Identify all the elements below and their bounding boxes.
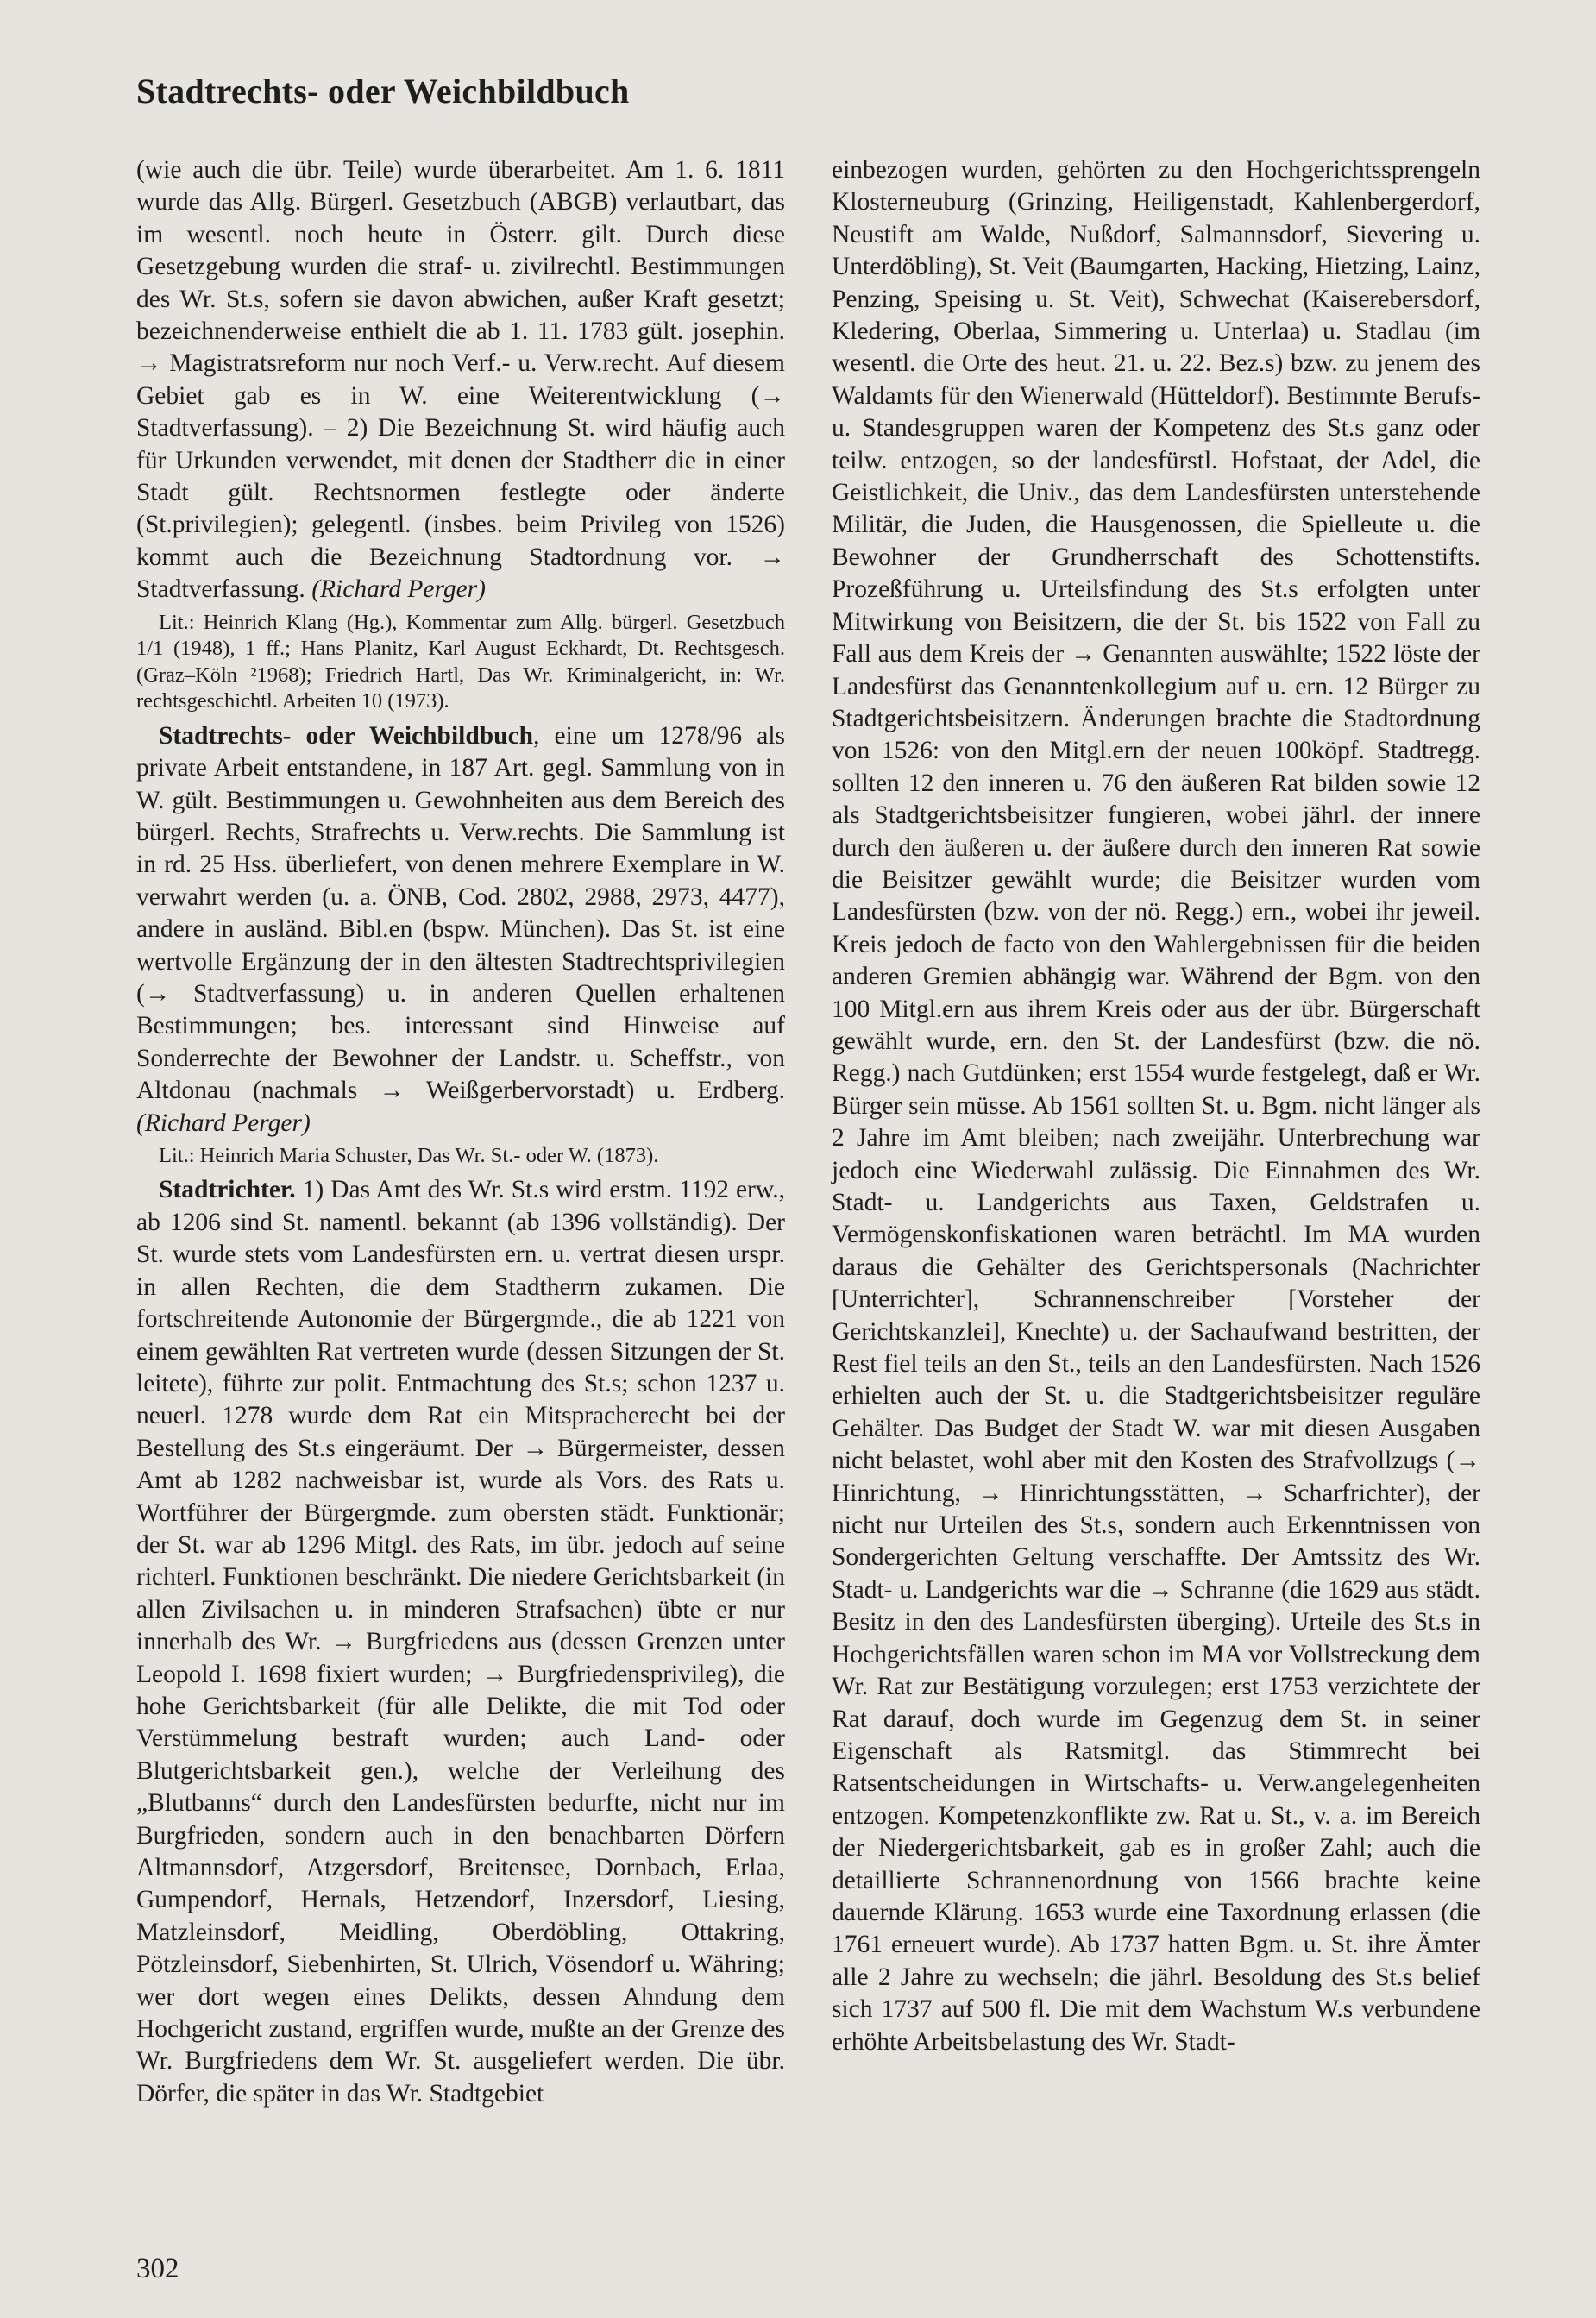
literature-note: Lit.: Heinrich Maria Schuster, Das Wr. St.- oder W. (1873). [159, 1143, 659, 1167]
entry-stadtrichter [136, 1174, 785, 2110]
entry-lemma: Stadtrichter. [159, 1176, 296, 1204]
page-number: 302 [136, 2253, 179, 2284]
right-column [832, 154, 1480, 2058]
literature-note: Lit.: Heinrich Klang (Hg.), Kommentar zum Allg. bürgerl. Gesetzbuch 1/1 (1948), 1 ff.; Hans Planitz, Karl August Eckhardt, Dt. Rechtsgesch. (Graz–Köln ²1968); Friedrich Hartl, Das Wr. Kriminalgericht, in: Wr. rechtsgeschichtl. Arbeiten 10 (1973). [136, 610, 785, 713]
entry-stadtrechtsbuch [136, 720, 785, 1140]
entry-text: 1) Das Amt des Wr. St.s wird erstm. 1192 erw., ab 1206 sind St. namentl. bekannt (ab 1396 vollständig). Der St. wurde stets vom Landesfürsten ern. u. vertrat diesen urspr. in allen Rechten, die dem Stadtherrn zukamen. Die fortschreitende Autonomie der Bürgergmde., die ab 1221 von einem gewählten Rat vertreten wurde (dessen Sitzungen der St. leitete), führte zur polit. Entmachtung des St.s; schon 1237 u. neuerl. 1278 wurde dem Rat ein Mitspracherecht bei der Bestellung des St.s eingeräumt. Der → Bürgermeister, dessen Amt ab 1282 nachweisbar ist, wurde als Vors. des Rats u. Wortführer der Bürgergmde. zum obersten städt. Funktionär; der St. war ab 1296 Mitgl. des Rats, im übr. jedoch auf seine richterl. Funktionen beschränkt. Die niedere Gerichtsbarkeit (in allen Zivilsachen u. in minderen Strafsachen) übte er nur innerhalb des Wr. → Burgfriedens aus (dessen Grenzen unter Leopold I. 1698 fixiert wurden; → Burgfriedensprivileg), die hohe Gerichtsbarkeit (für alle Delikte, die mit Tod oder Verstümmelung bestraft wurden; auch Land- oder Blutgerichtsbarkeit gen.), welche der Verleihung des „Blutbanns“ durch den Landesfürsten bedurfte, nicht nur im Burgfrieden, sondern auch in den benachbarten Dörfern Altmannsdorf, Atzgersdorf, Breitensee, Dornbach, Erlaa, Gumpendorf, Hernals, Hetzendorf, Inzersdorf, Liesing, Matzleinsdorf, Meidling, Oberdöbling, Ottakring, Pötzleinsdorf, Siebenhirten, St. Ulrich, Vösendorf u. Währing; wer dort wegen eines Delikts, dessen Ahndung dem Hochgericht zustand, ergriffen wurde, mußte an der Grenze des Wr. Burgfriedens dem Wr. St. ausgeliefert werden. Die übr. Dörfer, die später in das Wr. Stadtgebiet [136, 1176, 785, 2108]
author-credit: (Richard Perger) [311, 575, 486, 604]
running-head: Stadtrechts- oder Weichbildbuch [136, 72, 630, 110]
author-credit: (Richard Perger) [136, 1109, 311, 1137]
entry-lemma: Stadtrechts- oder Weichbildbuch [159, 721, 534, 750]
entry-stadtrichter-continued: einbezogen wurden, gehörten zu den Hochgerichtssprengeln Klosterneuburg (Grinzing, Heiligenstadt, Kahlenbergerdorf, Neustift am Walde, Nußdorf, Salmannsdorf, Sievering u. Unterdöbling), St. Veit (Baumgarten, Hacking, Hietzing, Lainz, Penzing, Speising u. St. Veit), Schwechat (Kaiserebersdorf, Kledering, Oberlaa, Simmering u. Unterlaa) u. Stadlau (im wesentl. die Orte des heut. 21. u. 22. Bez.s) bzw. zu jenem des Waldamts für den Wienerwald (Hütteldorf). Bestimmte Berufs- u. Standesgruppen waren der Kompetenz des St.s ganz oder teilw. entzogen, so der landesfürstl. Hofstaat, der Adel, die Geistlichkeit, die Univ., das dem Landesfürsten unterstehende Militär, die Juden, die Hausgenossen, die Spielleute u. die Bewohner der Grundherrschaft des Schottenstifts. Prozeßführung u. Urteilsfindung des St.s erfolgten unter Mitwirkung von Beisitzern, die der St. bis 1522 von Fall zu Fall aus dem Kreis der → Genannten auswählte; 1522 löste der Landesfürst das Genanntenkollegium auf u. ern. 12 Bürger zu Stadtgerichtsbeisitzern. Änderungen brachte die Stadtordnung von 1526: von den Mitgl.ern der neuen 100köpf. Stadtregg. sollten 12 den inneren u. 76 den äußeren Rat bilden sowie 12 als Stadtgerichtsbeisitzer fungieren, wobei jährl. der innere durch den äußeren u. der äußere durch den inneren Rat sowie die Beisitzer gewählt wurde; die Beisitzer wurden vom Landesfürsten (bzw. von der nö. Regg.) ern., wobei ihr jeweil. Kreis jedoch de facto von den Wahlergebnissen für die beiden anderen Gremien abhängig war. Während der Bgm. von den 100 Mitgl.ern aus ihrem Kreis oder aus der übr. Bürgerschaft gewählt wurde, ern. den St. der Landesfürst (bzw. die nö. Regg.) nach Gutdünken; erst 1554 wurde festgelegt, daß er Wr. Bürger sein müsse. Ab 1561 sollten St. u. Bgm. nicht länger als 2 Jahre im Amt bleiben; nach zweijähr. Unterbrechung war jedoch eine Wiederwahl zulässig. Die Einnahmen des Wr. Stadt- u. Landgerichts aus Taxen, Geldstrafen u. Vermögenskonfiskationen waren beträchtl. Im MA wurden daraus die Gehälter des Gerichtspersonals (Nachrichter [Unterrichter], Schrannenschreiber [Vorsteher der Gerichtskanzlei], Knechte) u. der Sachaufwand bestritten, der Rest fiel teils an den St., teils an den Landesfürsten. Nach 1526 erhielten auch der St. u. die Stadtgerichtsbeisitzer reguläre Gehälter. Das Budget der Stadt W. war mit diesen Ausgaben nicht belastet, wohl aber mit den Kosten des Strafvollzugs (→ Hinrichtung, → Hinrichtungsstätten, → Scharfrichter), der nicht nur Urteilen des St.s, sondern auch Erkenntnissen von Sondergerichten Geltung verschaffte. Der Amtssitz des Wr. Stadt- u. Landgerichts war die → Schranne (die 1629 aus städt. Besitz in den des Landesfürsten überging). Urteile des St.s in Hochgerichtsfällen waren schon im MA vor Vollstreckung dem Wr. Rat zur Bestätigung vorzulegen; erst 1753 verzichtete der Rat darauf, doch wurde im Gegenzug dem St. in seiner Eigenschaft als Ratsmitgl. das Stimmrecht bei Ratsentscheidungen in Wirtschafts- u. Verw.angelegenheiten entzogen. Kompetenzkonflikte zw. Rat u. St., v. a. im Bereich der Niedergerichtsbarkeit, gab es in großer Zahl; auch die detaillierte Schrannenordnung von 1566 brachte keine dauernde Klärung. 1653 wurde eine Taxordnung erlassen (die 1761 erneuert wurde). Ab 1737 hatten Bgm. u. St. ihre Ämter alle 2 Jahre zu wechseln; die jährl. Besoldung des St.s belief sich 1737 auf 500 fl. Die mit dem Wachstum W.s verbundene erhöhte Arbeitsbelastung des Wr. Stadt- [832, 156, 1480, 2056]
continuation-text: (wie auch die übr. Teile) wurde überarbeitet. Am 1. 6. 1811 wurde das Allg. Bürgerl. Gesetzbuch (ABGB) verlautbart, das im wesentl. noch heute in Österr. gilt. Durch diese Gesetzgebung wurden die straf- u. zivilrechtl. Bestimmungen des Wr. St.s, sofern sie davon abwichen, außer Kraft gesetzt; bezeichnenderweise enthielt die ab 1. 11. 1783 gült. josephin. → Magistratsreform nur noch Verf.- u. Verw.recht. Auf diesem Gebiet gab es in W. eine Weiterentwicklung (→ Stadtverfassung). – 2) Die Bezeichnung St. wird häufig auch für Urkunden verwendet, mit denen der Stadtherr die in einer Stadt gült. Rechtsnormen festlegte oder änderte (St.privilegien); gelegentl. (insbes. beim Privileg von 1526) kommt auch die Bezeichnung Stadtordnung vor. → Stadtverfassung. [136, 156, 785, 604]
entry-text: , eine um 1278/96 als private Arbeit entstandene, in 187 Art. gegl. Sammlung von in W. gült. Bestimmungen u. Gewohnheiten aus dem Bereich des bürgerl. Rechts, Strafrechts u. Verw.rechts. Die Sammlung ist in rd. 25 Hss. überliefert, von denen mehrere Exemplare in W. verwahrt werden (u. a. ÖNB, Cod. 2802, 2988, 2973, 4477), andere in ausländ. Bibl.en (bspw. München). Das St. ist eine wertvolle Ergänzung der in den ältesten Stadtrechtsprivilegien (→ Stadtverfassung) u. in anderen Quellen erhaltenen Bestimmungen; bes. interessant sind Hinweise auf Sonderrechte der Bewohner der Landstr. u. Scheffstr., von Altdonau (nachmals → Weißgerbervorstadt) u. Erdberg. [136, 721, 785, 1105]
left-column [136, 154, 785, 2110]
continuation-paragraph [136, 154, 785, 606]
